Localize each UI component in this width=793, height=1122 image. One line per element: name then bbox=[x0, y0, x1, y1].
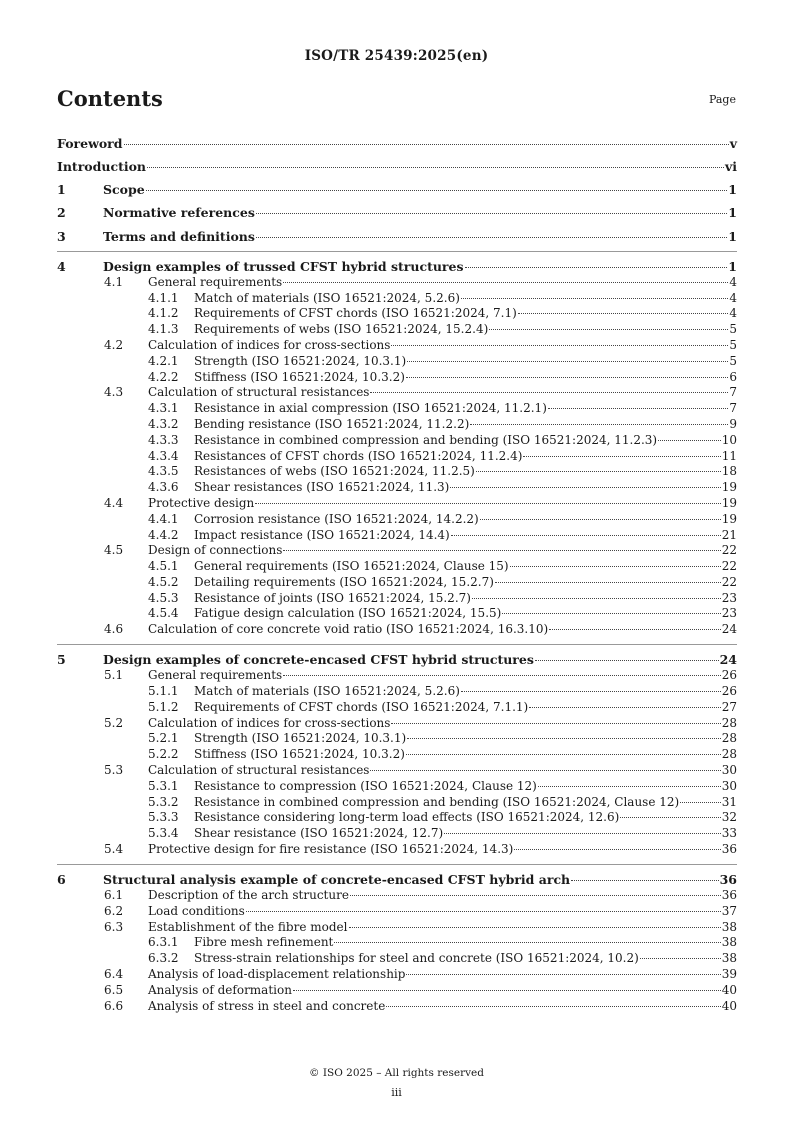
toc-entry-page[interactable]: 4 bbox=[729, 274, 737, 289]
toc-entry-title[interactable]: Resistance considering long-term load effects (ISO 16521:2024, 12.6) bbox=[194, 810, 620, 825]
dot-leader bbox=[450, 487, 720, 488]
toc-entry[interactable] bbox=[57, 205, 737, 221]
dot-leader bbox=[510, 566, 721, 567]
toc-entry-number: 2 bbox=[57, 205, 66, 221]
dot-leader bbox=[283, 282, 728, 283]
toc-entry[interactable] bbox=[57, 716, 737, 732]
toc-entry-title[interactable]: Corrosion resistance (ISO 16521:2024, 14.2.2) bbox=[194, 511, 479, 526]
toc-entry-page[interactable]: 5 bbox=[729, 353, 737, 368]
toc-entry-number: 1 bbox=[57, 182, 66, 198]
toc-entry[interactable] bbox=[57, 322, 737, 338]
dot-leader bbox=[514, 849, 720, 850]
toc-entry-title[interactable]: Calculation of structural resistances bbox=[148, 385, 370, 400]
dot-leader bbox=[489, 329, 728, 330]
toc-entry-number: 5.3.3 bbox=[148, 810, 179, 825]
toc-entry-title[interactable]: Strength (ISO 16521:2024, 10.3.1) bbox=[194, 731, 407, 746]
toc-entry-page[interactable]: 33 bbox=[721, 826, 737, 841]
section-divider bbox=[57, 251, 737, 252]
toc-entry-title[interactable]: Requirements of CFST chords (ISO 16521:2024, 7.1.1) bbox=[194, 699, 529, 714]
toc-entry-number: 6.2 bbox=[104, 903, 124, 918]
toc-entry-title[interactable]: Stiffness (ISO 16521:2024, 10.3.2) bbox=[194, 747, 405, 762]
toc-entry-page[interactable]: 7 bbox=[729, 385, 737, 400]
toc-entry-title[interactable]: Load conditions bbox=[148, 903, 245, 918]
toc-entry-number: 6 bbox=[57, 872, 66, 888]
toc-entry[interactable] bbox=[57, 291, 737, 307]
toc-entry[interactable] bbox=[57, 136, 737, 152]
dot-leader bbox=[444, 833, 721, 834]
toc-entry-number: 4 bbox=[57, 258, 66, 274]
dot-leader bbox=[461, 691, 721, 692]
toc-entry[interactable] bbox=[57, 338, 737, 354]
toc-entry-page[interactable]: 28 bbox=[721, 715, 737, 730]
document-id: ISO/TR 25439:2025(en) bbox=[304, 48, 489, 64]
dot-leader bbox=[406, 377, 728, 378]
toc-entry-title[interactable]: Protective design for fire resistance (ISO 16521:2024, 14.3) bbox=[148, 842, 514, 857]
toc-entry[interactable] bbox=[57, 888, 737, 904]
toc-entry-page[interactable]: 26 bbox=[721, 684, 737, 699]
dot-leader bbox=[255, 503, 720, 504]
toc-entry-page[interactable]: 19 bbox=[721, 495, 737, 510]
toc-entry-page[interactable]: vi bbox=[724, 159, 737, 174]
toc-entry-number: 4.5 bbox=[104, 543, 124, 558]
toc-entry-title[interactable]: Requirements of webs (ISO 16521:2024, 15.2.4) bbox=[194, 322, 489, 337]
toc-entry[interactable] bbox=[57, 275, 737, 291]
toc-entry-title[interactable]: Resistance in axial compression (ISO 16521:2024, 11.2.1) bbox=[194, 401, 547, 416]
toc-entry[interactable] bbox=[57, 591, 737, 607]
toc-entry-page[interactable]: 5 bbox=[729, 322, 737, 337]
toc-entry-number: 4.3.2 bbox=[148, 416, 179, 431]
toc-entry-title[interactable]: Detailing requirements (ISO 16521:2024, 15.2.7) bbox=[194, 574, 494, 589]
toc-entry-title[interactable]: Establishment of the fibre model bbox=[148, 919, 348, 934]
toc-entry-number: 4.5.3 bbox=[148, 590, 179, 605]
section-divider bbox=[57, 864, 737, 865]
toc-entry-title[interactable]: Resistance in combined compression and bending (ISO 16521:2024, Clause 12) bbox=[194, 794, 680, 809]
toc-entry-title[interactable]: Calculation of indices for cross-sections bbox=[148, 337, 391, 352]
toc-entry[interactable] bbox=[57, 700, 737, 716]
toc-entry-number: 3 bbox=[57, 228, 66, 244]
toc-entry-title[interactable]: Resistances of webs (ISO 16521:2024, 11.2.5) bbox=[194, 464, 475, 479]
toc-entry-number: 6.1 bbox=[104, 888, 124, 903]
toc-entry[interactable] bbox=[57, 417, 737, 433]
toc-entry-title[interactable]: Structural analysis example of concrete-encased CFST hybrid arch bbox=[103, 872, 571, 888]
toc-entry-number: 4.3.6 bbox=[148, 480, 179, 495]
toc-entry[interactable] bbox=[57, 920, 737, 936]
dot-leader bbox=[470, 424, 728, 425]
dot-leader bbox=[283, 675, 721, 676]
toc-entry-title[interactable]: Introduction bbox=[57, 159, 147, 174]
toc-entry-number: 4.1.3 bbox=[148, 322, 179, 337]
toc-entry[interactable] bbox=[57, 652, 737, 668]
toc-entry-number: 4.3.3 bbox=[148, 432, 179, 447]
toc-entry-title[interactable]: Stiffness (ISO 16521:2024, 10.3.2) bbox=[194, 369, 405, 384]
toc-entry-page[interactable]: 1 bbox=[728, 228, 737, 244]
toc-entry-title[interactable]: Shear resistances (ISO 16521:2024, 11.3) bbox=[194, 480, 450, 495]
toc-entry-title[interactable]: Bending resistance (ISO 16521:2024, 11.2.2) bbox=[194, 416, 470, 431]
toc-entry-number: 6.3 bbox=[104, 919, 124, 934]
toc-entry-number: 6.4 bbox=[104, 967, 124, 981]
toc-entry-title[interactable]: Resistance in combined compression and bending (ISO 16521:2024, 11.2.3) bbox=[194, 432, 658, 447]
dot-leader bbox=[370, 770, 720, 771]
toc-entry[interactable] bbox=[57, 731, 737, 747]
toc-entry[interactable] bbox=[57, 464, 737, 480]
toc-entry[interactable] bbox=[57, 763, 737, 779]
toc-entry[interactable] bbox=[57, 668, 737, 684]
toc-entry-number: 5.3.1 bbox=[148, 778, 179, 793]
toc-entry-page[interactable]: 10 bbox=[721, 432, 737, 447]
toc-entry[interactable] bbox=[57, 559, 737, 575]
toc-entry-page[interactable]: 38 bbox=[721, 951, 737, 966]
table-of-contents bbox=[57, 128, 737, 1014]
toc-entry-number: 5.3.2 bbox=[148, 794, 179, 809]
toc-entry-page[interactable]: 1 bbox=[728, 182, 737, 198]
toc-entry-title[interactable]: Calculation of indices for cross-sections bbox=[148, 715, 391, 730]
toc-entry-title[interactable]: Terms and definitions bbox=[103, 228, 255, 244]
toc-entry-page[interactable]: 5 bbox=[729, 337, 737, 352]
toc-entry-number: 6.3.1 bbox=[148, 935, 179, 950]
toc-entry[interactable] bbox=[57, 433, 737, 449]
toc-entry-page[interactable]: 24 bbox=[719, 652, 737, 668]
toc-entry-title[interactable]: Fatigue design calculation (ISO 16521:2024, 15.5) bbox=[194, 606, 502, 621]
dot-leader bbox=[370, 392, 728, 393]
toc-entry-page[interactable]: 30 bbox=[721, 778, 737, 793]
toc-entry-number: 4.2.1 bbox=[148, 353, 179, 368]
toc-entry[interactable] bbox=[57, 967, 737, 983]
toc-entry-number: 5.4 bbox=[104, 842, 124, 857]
dot-leader bbox=[334, 942, 720, 943]
toc-entry-page[interactable]: 26 bbox=[721, 668, 737, 683]
toc-entry-title[interactable]: Protective design bbox=[148, 495, 255, 510]
toc-entry-page[interactable]: 38 bbox=[721, 935, 737, 950]
toc-entry[interactable] bbox=[57, 935, 737, 951]
toc-entry-number: 6.5 bbox=[104, 982, 124, 997]
dot-leader bbox=[680, 802, 721, 803]
toc-entry-title[interactable]: Strength (ISO 16521:2024, 10.3.1) bbox=[194, 353, 407, 368]
toc-entry-page[interactable]: 36 bbox=[721, 888, 737, 903]
toc-entry-page[interactable]: 11 bbox=[721, 448, 737, 463]
toc-entry-title[interactable]: Analysis of deformation bbox=[148, 982, 292, 997]
toc-entry[interactable] bbox=[57, 306, 737, 322]
copyright-notice: © ISO 2025 – All rights reserved bbox=[309, 1067, 484, 1079]
dot-leader bbox=[535, 660, 719, 661]
toc-entry-number: 4.4.1 bbox=[148, 511, 179, 526]
toc-entry-number: 4.1 bbox=[104, 274, 124, 289]
page-number: iii bbox=[391, 1086, 402, 1099]
toc-entry-page[interactable]: 40 bbox=[721, 982, 737, 997]
toc-entry-title[interactable]: Design examples of trussed CFST hybrid structures bbox=[103, 258, 464, 274]
toc-entry-page[interactable]: 30 bbox=[721, 763, 737, 778]
toc-entry-page[interactable]: 31 bbox=[721, 794, 737, 809]
toc-entry[interactable] bbox=[57, 370, 737, 386]
toc-entry-number: 5.1.2 bbox=[148, 699, 179, 714]
toc-entry-page[interactable]: 19 bbox=[721, 480, 737, 495]
dot-leader bbox=[147, 167, 724, 168]
toc-entry-title[interactable]: Analysis of load-displacement relationship bbox=[148, 967, 406, 981]
toc-entry-number: 4.3.5 bbox=[148, 464, 179, 479]
dot-leader bbox=[549, 629, 721, 630]
dot-leader bbox=[461, 298, 728, 299]
toc-entry-title[interactable]: Calculation of core concrete void ratio (ISO 16521:2024, 16.3.10) bbox=[148, 622, 549, 637]
toc-entry[interactable] bbox=[57, 480, 737, 496]
toc-entry-page[interactable]: 22 bbox=[721, 574, 737, 589]
toc-entry-number: 4.3.1 bbox=[148, 401, 179, 416]
toc-entry[interactable] bbox=[57, 496, 737, 512]
toc-entry[interactable] bbox=[57, 512, 737, 528]
toc-entry-title[interactable]: Design examples of concrete-encased CFST hybrid structures bbox=[103, 652, 534, 668]
toc-entry-title[interactable]: Analysis of stress in steel and concrete bbox=[148, 998, 386, 1013]
toc-entry-title[interactable]: Foreword bbox=[57, 135, 123, 151]
toc-entry-title[interactable]: Resistance of joints (ISO 16521:2024, 15.2.7) bbox=[194, 590, 471, 605]
dot-leader bbox=[124, 144, 729, 145]
dot-leader bbox=[406, 754, 721, 755]
section-divider bbox=[57, 644, 737, 645]
dot-leader bbox=[571, 880, 718, 881]
toc-entry-title[interactable]: Match of materials (ISO 16521:2024, 5.2.6) bbox=[194, 684, 460, 699]
toc-entry-number: 4.2.2 bbox=[148, 369, 179, 384]
toc-entry-number: 5.1.1 bbox=[148, 684, 179, 699]
toc-entry[interactable] bbox=[57, 872, 737, 888]
toc-entry[interactable] bbox=[57, 684, 737, 700]
toc-entry[interactable] bbox=[57, 528, 737, 544]
toc-entry-title[interactable]: Scope bbox=[103, 182, 145, 198]
toc-entry-page[interactable]: v bbox=[729, 135, 737, 151]
dot-leader bbox=[293, 990, 721, 991]
dot-leader bbox=[283, 550, 720, 551]
toc-entry-page[interactable]: 28 bbox=[721, 747, 737, 762]
dot-leader bbox=[538, 786, 721, 787]
toc-entry-title[interactable]: Match of materials (ISO 16521:2024, 5.2.6) bbox=[194, 290, 460, 305]
toc-entry-page[interactable]: 40 bbox=[721, 998, 737, 1013]
dot-leader bbox=[502, 613, 720, 614]
toc-entry-number: 4.1.2 bbox=[148, 306, 179, 321]
toc-entry[interactable] bbox=[57, 904, 737, 920]
toc-entry-title[interactable]: Requirements of CFST chords (ISO 16521:2024, 7.1) bbox=[194, 306, 517, 321]
contents-heading: Contents bbox=[57, 86, 163, 111]
dot-leader bbox=[391, 723, 720, 724]
toc-entry[interactable] bbox=[57, 747, 737, 763]
toc-entry-number: 4.3.4 bbox=[148, 448, 179, 463]
dot-leader bbox=[548, 408, 728, 409]
toc-entry[interactable] bbox=[57, 779, 737, 795]
toc-entry-title[interactable]: Stress-strain relationships for steel and concrete (ISO 16521:2024, 10.2) bbox=[194, 951, 639, 966]
toc-entry-number: 5.3 bbox=[104, 763, 124, 778]
dot-leader bbox=[386, 1006, 720, 1007]
toc-entry-number: 4.3 bbox=[104, 385, 124, 400]
dot-leader bbox=[451, 535, 721, 536]
dot-leader bbox=[640, 958, 721, 959]
toc-entry-page[interactable]: 28 bbox=[721, 731, 737, 746]
toc-entry-number: 4.4.2 bbox=[148, 527, 179, 542]
toc-entry[interactable] bbox=[57, 622, 737, 638]
toc-entry-title[interactable]: Calculation of structural resistances bbox=[148, 763, 370, 778]
dot-leader bbox=[523, 456, 720, 457]
dot-leader bbox=[495, 582, 721, 583]
toc-entry-title[interactable]: Resistances of CFST chords (ISO 16521:2024, 11.2.4) bbox=[194, 448, 523, 463]
toc-entry-page[interactable]: 1 bbox=[728, 258, 737, 274]
toc-entry[interactable] bbox=[57, 159, 737, 175]
toc-entry-page[interactable]: 36 bbox=[719, 872, 737, 888]
toc-entry-page[interactable]: 6 bbox=[729, 369, 737, 384]
toc-entry[interactable] bbox=[57, 401, 737, 417]
toc-entry-number: 5.2 bbox=[104, 715, 124, 730]
toc-entry-page[interactable]: 22 bbox=[721, 543, 737, 558]
dot-leader bbox=[350, 895, 721, 896]
toc-entry[interactable] bbox=[57, 354, 737, 370]
toc-entry-title[interactable]: Normative references bbox=[103, 205, 255, 221]
toc-entry-page[interactable]: 9 bbox=[729, 416, 737, 431]
dot-leader bbox=[620, 817, 720, 818]
dot-leader bbox=[246, 911, 721, 912]
toc-entry-number: 4.1.1 bbox=[148, 290, 179, 305]
toc-entry-title[interactable]: Shear resistance (ISO 16521:2024, 12.7) bbox=[194, 826, 444, 841]
toc-entry-title[interactable]: Resistance to compression (ISO 16521:2024, Clause 12) bbox=[194, 778, 537, 793]
dot-leader bbox=[476, 471, 721, 472]
dot-leader bbox=[146, 190, 728, 191]
toc-entry[interactable] bbox=[57, 983, 737, 999]
dot-leader bbox=[391, 345, 728, 346]
dot-leader bbox=[472, 598, 721, 599]
toc-entry-page[interactable]: 36 bbox=[721, 842, 737, 857]
toc-entry-page[interactable]: 24 bbox=[721, 622, 737, 637]
toc-entry-number: 5.2.2 bbox=[148, 747, 179, 762]
toc-entry-page[interactable]: 38 bbox=[721, 919, 737, 934]
toc-entry[interactable] bbox=[57, 543, 737, 559]
toc-entry-page[interactable]: 39 bbox=[721, 967, 737, 981]
toc-entry[interactable] bbox=[57, 842, 737, 858]
toc-entry-title[interactable]: Impact resistance (ISO 16521:2024, 14.4) bbox=[194, 527, 450, 542]
toc-entry[interactable] bbox=[57, 606, 737, 622]
toc-entry[interactable] bbox=[57, 826, 737, 842]
toc-entry-page[interactable]: 1 bbox=[728, 205, 737, 221]
page-column-label: Page bbox=[708, 93, 736, 106]
toc-entry-title[interactable]: Fibre mesh refinement bbox=[194, 935, 334, 950]
toc-entry-page[interactable]: 18 bbox=[721, 464, 737, 479]
dot-leader bbox=[529, 707, 721, 708]
toc-entry-page[interactable]: 19 bbox=[721, 511, 737, 526]
toc-entry[interactable] bbox=[57, 810, 737, 826]
toc-entry-number: 5.3.4 bbox=[148, 826, 179, 841]
toc-entry-page[interactable]: 32 bbox=[721, 810, 737, 825]
toc-entry-number: 4.5.1 bbox=[148, 559, 179, 574]
dot-leader bbox=[349, 927, 721, 928]
toc-entry-page[interactable]: 22 bbox=[721, 559, 737, 574]
toc-entry[interactable] bbox=[57, 951, 737, 967]
toc-entry-number: 5.2.1 bbox=[148, 731, 179, 746]
toc-entry-number: 4.5.2 bbox=[148, 574, 179, 589]
dot-leader bbox=[465, 267, 728, 268]
toc-entry-page[interactable]: 37 bbox=[721, 903, 737, 918]
toc-entry-number: 6.3.2 bbox=[148, 951, 179, 966]
toc-entry-number: 4.5.4 bbox=[148, 606, 179, 621]
toc-entry-page[interactable]: 4 bbox=[729, 290, 737, 305]
toc-entry-title[interactable]: General requirements bbox=[148, 668, 283, 683]
toc-entry-number: 4.2 bbox=[104, 337, 124, 352]
toc-entry-number: 5 bbox=[57, 652, 66, 668]
toc-entry[interactable] bbox=[57, 795, 737, 811]
toc-entry[interactable] bbox=[57, 259, 737, 275]
toc-entry[interactable] bbox=[57, 575, 737, 591]
toc-entry-number: 4.4 bbox=[104, 495, 124, 510]
toc-entry-page[interactable]: 27 bbox=[721, 699, 737, 714]
toc-entry-number: 4.6 bbox=[104, 622, 124, 637]
toc-entry-page[interactable]: 21 bbox=[721, 527, 737, 542]
dot-leader bbox=[407, 738, 721, 739]
toc-entry-title[interactable]: General requirements bbox=[148, 274, 283, 289]
dot-leader bbox=[480, 519, 721, 520]
toc-entry-number: 5.1 bbox=[104, 668, 124, 683]
toc-entry[interactable] bbox=[57, 385, 737, 401]
toc-entry[interactable] bbox=[57, 182, 737, 198]
dot-leader bbox=[256, 237, 727, 238]
dot-leader bbox=[406, 974, 720, 975]
toc-entry-page[interactable]: 23 bbox=[721, 606, 737, 621]
toc-entry-page[interactable]: 23 bbox=[721, 590, 737, 605]
toc-entry-title[interactable]: General requirements (ISO 16521:2024, Clause 15) bbox=[194, 559, 509, 574]
toc-entry-page[interactable]: 4 bbox=[729, 306, 737, 321]
dot-leader bbox=[518, 313, 729, 314]
toc-entry[interactable] bbox=[57, 999, 737, 1015]
toc-entry-title[interactable]: Design of connections bbox=[148, 543, 283, 558]
toc-entry-number: 6.6 bbox=[104, 998, 124, 1013]
dot-leader bbox=[256, 213, 727, 214]
dot-leader bbox=[407, 361, 728, 362]
toc-entry[interactable] bbox=[57, 449, 737, 465]
toc-entry-title[interactable]: Description of the arch structure bbox=[148, 888, 349, 903]
toc-entry[interactable] bbox=[57, 229, 737, 245]
toc-entry-page[interactable]: 7 bbox=[729, 401, 737, 416]
dot-leader bbox=[658, 440, 721, 441]
